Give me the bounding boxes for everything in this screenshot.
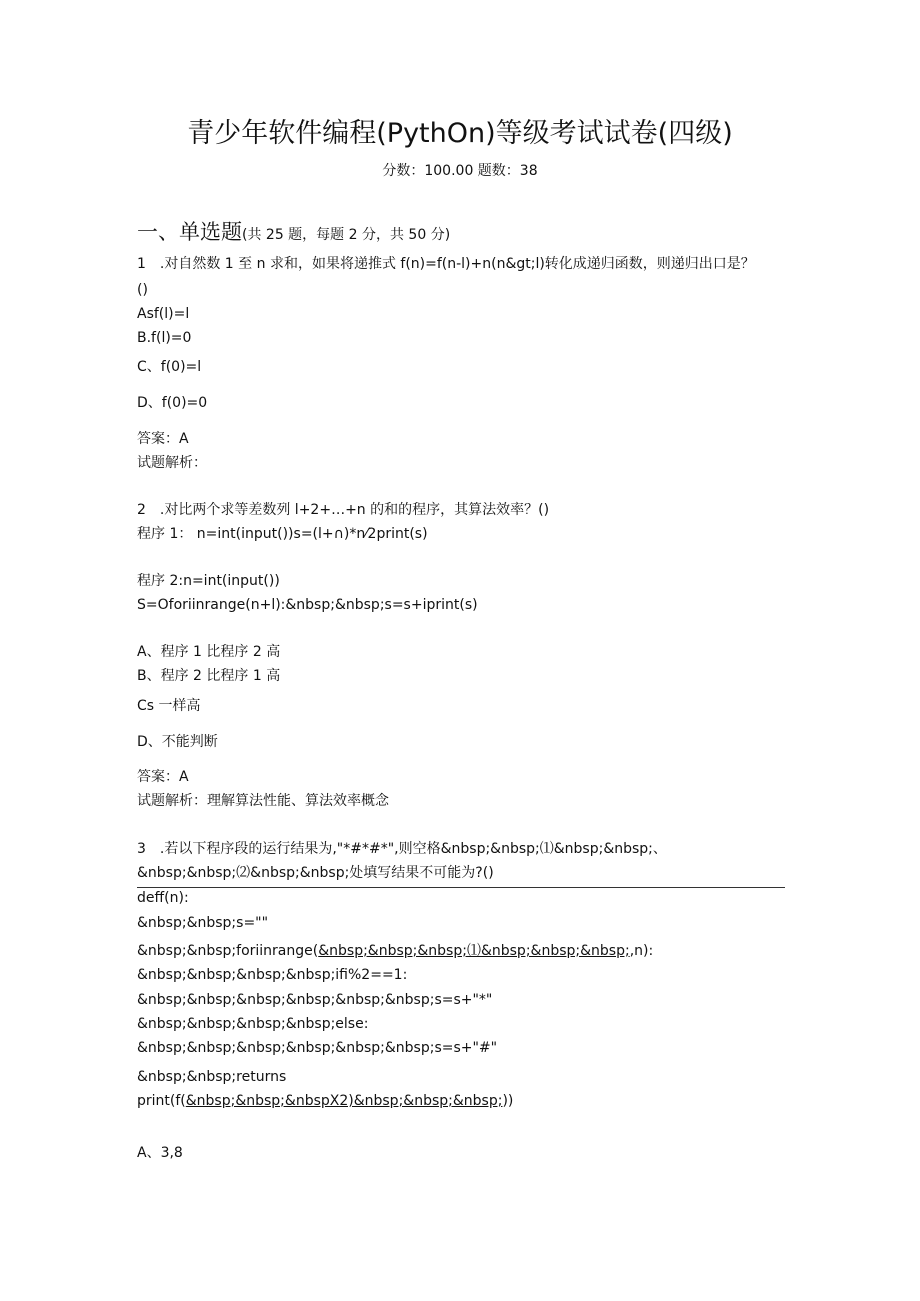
code-text: print(f( — [137, 1093, 186, 1109]
section-heading — [137, 218, 450, 249]
code-text: )) — [502, 1093, 514, 1109]
page-title: 青少年软件编程(PythOn)等级考试试卷(四级) — [187, 118, 733, 149]
divider — [137, 887, 785, 888]
blank-2: &nbsp;&nbsp;&nbspX2)&nbsp;&nbsp;&nbsp; — [185, 1093, 503, 1109]
q1-option-b: B.f(l)=0 — [137, 330, 192, 346]
q2-program-2-cont: S=Oforiinrange(n+l):&nbsp;&nbsp;s=s+iprint(s) — [137, 597, 478, 613]
q1-analysis: 试题解析： — [137, 455, 207, 471]
blank-1: &nbsp;&nbsp;&nbsp;⑴&nbsp;&nbsp;&nbsp; — [318, 943, 630, 959]
code-text: &nbsp;&nbsp;foriinrange( — [137, 943, 319, 959]
q3-code-line-1: deff(n): — [137, 890, 189, 906]
q1-option-d: D、f(0)=0 — [137, 395, 208, 411]
q3-code-line-6: &nbsp;&nbsp;&nbsp;&nbsp;else: — [137, 1016, 369, 1032]
q2-answer: 答案：A — [137, 769, 189, 785]
q3-code-line-3 — [137, 942, 653, 960]
q2-program-1: 程序 1： n=int(input())s=(l+∩)*n⁄2print(s) — [137, 526, 428, 542]
q3-stem: 3 .若以下程序段的运行结果为,"*#*#*",则空格&nbsp;&nbsp;⑴&nbsp;&nbsp;、 — [137, 841, 667, 857]
section-title: 一、单选题 — [137, 220, 242, 244]
q3-option-a: A、3,8 — [137, 1145, 183, 1161]
q1-stem-cont: () — [137, 282, 148, 298]
q1-option-a: Asf(l)=l — [137, 306, 190, 322]
q3-code-line-8: &nbsp;&nbsp;returns — [137, 1069, 287, 1085]
q2-option-d: D、不能判断 — [137, 734, 218, 750]
q3-code-line-7: &nbsp;&nbsp;&nbsp;&nbsp;&nbsp;&nbsp;s=s+"#" — [137, 1040, 498, 1056]
code-text: ,n): — [629, 943, 654, 959]
q1-stem: 1 .对自然数 1 至 n 求和，如果将递推式 f(n)=f(n-l)+n(n&gt;l)转化成递归函数，则递归出口是？ — [137, 256, 755, 272]
q3-code-line-5: &nbsp;&nbsp;&nbsp;&nbsp;&nbsp;&nbsp;s=s+"*" — [137, 992, 493, 1008]
q3-stem-cont: &nbsp;&nbsp;⑵&nbsp;&nbsp;处填写结果不可能为?() — [137, 865, 494, 881]
q3-code-line-4: &nbsp;&nbsp;&nbsp;&nbsp;ifi%2==1: — [137, 967, 408, 983]
q3-code-line-9 — [137, 1092, 513, 1110]
q2-option-c: Cs 一样高 — [137, 698, 201, 714]
q2-stem: 2 .对比两个求等差数列 l+2+…+n 的和的程序，其算法效率？() — [137, 502, 550, 518]
score-info: 分数：100.00 题数：38 — [382, 163, 538, 179]
q2-option-a: A、程序 1 比程序 2 高 — [137, 644, 281, 660]
q1-answer: 答案：A — [137, 431, 189, 447]
q1-option-c: C、f(0)=l — [137, 359, 202, 375]
section-note: (共 25 题，每题 2 分，共 50 分) — [242, 227, 451, 243]
q2-program-2: 程序 2:n=int(input()) — [137, 573, 280, 589]
q2-option-b: B、程序 2 比程序 1 高 — [137, 668, 281, 684]
q3-code-line-2: &nbsp;&nbsp;s="" — [137, 915, 269, 931]
q2-analysis: 试题解析：理解算法性能、算法效率概念 — [137, 793, 389, 809]
